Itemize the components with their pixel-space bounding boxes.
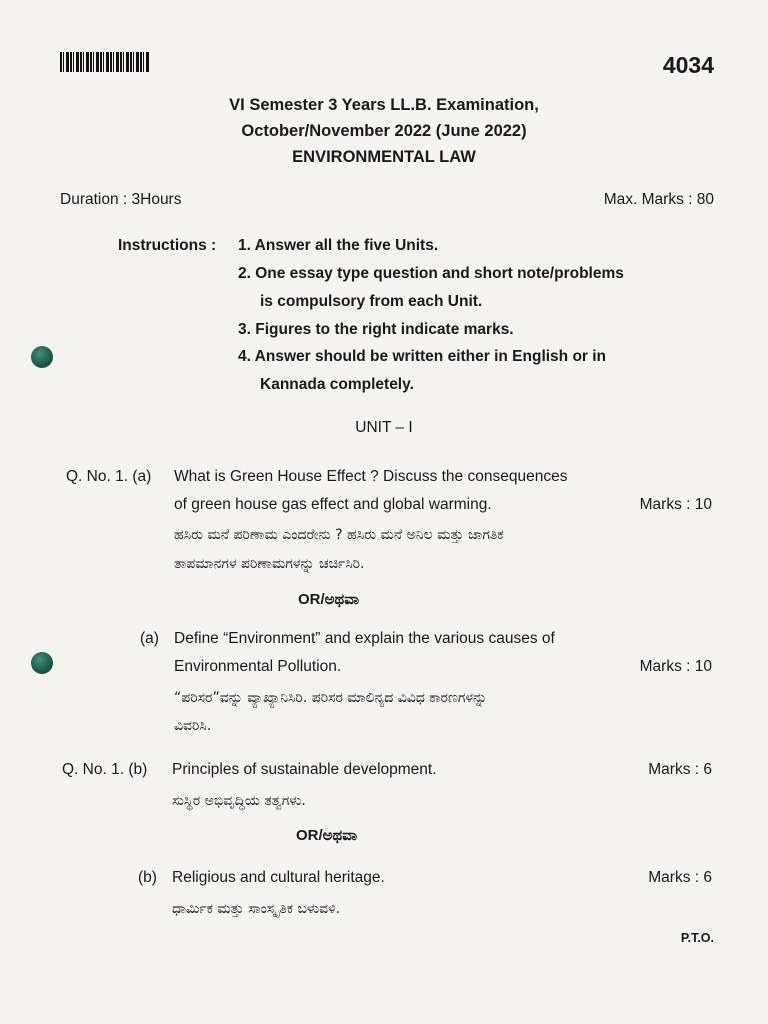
barcode	[60, 52, 150, 72]
question-text-kannada: ಹಸಿರು ಮನೆ ಪರಿಣಾಮ ಎಂದರೇನು ? ಹಸಿರು ಮನೆ ಅನಿಲ ಮತ್ತು ಜಾಗತಿಕ	[174, 527, 504, 543]
marks: Marks : 10	[639, 658, 712, 675]
exam-title-line1: VI Semester 3 Years LL.B. Examination,	[229, 96, 539, 114]
question-text: Principles of sustainable development.	[172, 761, 437, 778]
or-separator: OR/ಅಥವಾ	[298, 591, 360, 608]
question-number: Q. No. 1. (a)	[66, 468, 152, 485]
instructions-label: Instructions :	[118, 237, 217, 254]
exam-title-line2: October/November 2022 (June 2022)	[241, 122, 527, 140]
question-text-kannada: ವಿವರಿಸಿ.	[174, 718, 212, 734]
punch-hole	[31, 652, 53, 674]
subject-title: ENVIRONMENTAL LAW	[292, 148, 476, 166]
max-marks: Max. Marks : 80	[603, 191, 714, 208]
punch-hole	[31, 346, 53, 368]
unit-heading: UNIT – I	[355, 419, 413, 436]
question-number: (a)	[140, 630, 159, 647]
paper-code: 4034	[662, 52, 714, 78]
pto-label: P.T.O.	[680, 931, 714, 945]
instruction-line: is compulsory from each Unit.	[260, 293, 483, 310]
marks: Marks : 10	[639, 496, 712, 513]
question-text: Religious and cultural heritage.	[172, 869, 385, 886]
duration: Duration : 3Hours	[60, 191, 182, 208]
question-text-kannada: ಧಾರ್ಮಿಕ ಮತ್ತು ಸಾಂಸ್ಕೃತಿಕ ಬಳುವಳಿ.	[172, 901, 341, 917]
question-number: Q. No. 1. (b)	[62, 761, 148, 778]
instruction-line: 1. Answer all the five Units.	[238, 237, 439, 254]
question-number: (b)	[138, 869, 157, 886]
question-text: Define “Environment” and explain the various causes of	[174, 630, 555, 647]
instruction-line: 4. Answer should be written either in English or in	[238, 348, 607, 365]
marks: Marks : 6	[648, 761, 712, 778]
question-text: Environmental Pollution.	[174, 658, 342, 675]
or-separator: OR/ಅಥವಾ	[296, 827, 358, 844]
question-text: of green house gas effect and global warming.	[174, 496, 492, 513]
marks: Marks : 6	[648, 869, 712, 886]
question-text-kannada: ತಾಪಮಾನಗಳ ಪರಿಣಾಮಗಳನ್ನು ಚರ್ಚಿಸಿರಿ.	[174, 556, 365, 572]
instruction-line: 3. Figures to the right indicate marks.	[238, 321, 514, 338]
question-text: What is Green House Effect ? Discuss the consequences	[174, 468, 568, 485]
instruction-line: 2. One essay type question and short note/problems	[238, 265, 624, 282]
instruction-line: Kannada completely.	[260, 376, 414, 393]
question-text-kannada: “ಪರಿಸರ”ವನ್ನು ವ್ಯಾಖ್ಯಾನಿಸಿರಿ. ಪರಿಸರ ಮಾಲಿನ್ಯದ ವಿವಿಧ ಕಾರಣಗಳನ್ನು	[174, 690, 488, 706]
question-text-kannada: ಸುಸ್ಥಿರ ಅಭಿವೃದ್ಧಿಯ ತತ್ವಗಳು.	[172, 793, 306, 809]
